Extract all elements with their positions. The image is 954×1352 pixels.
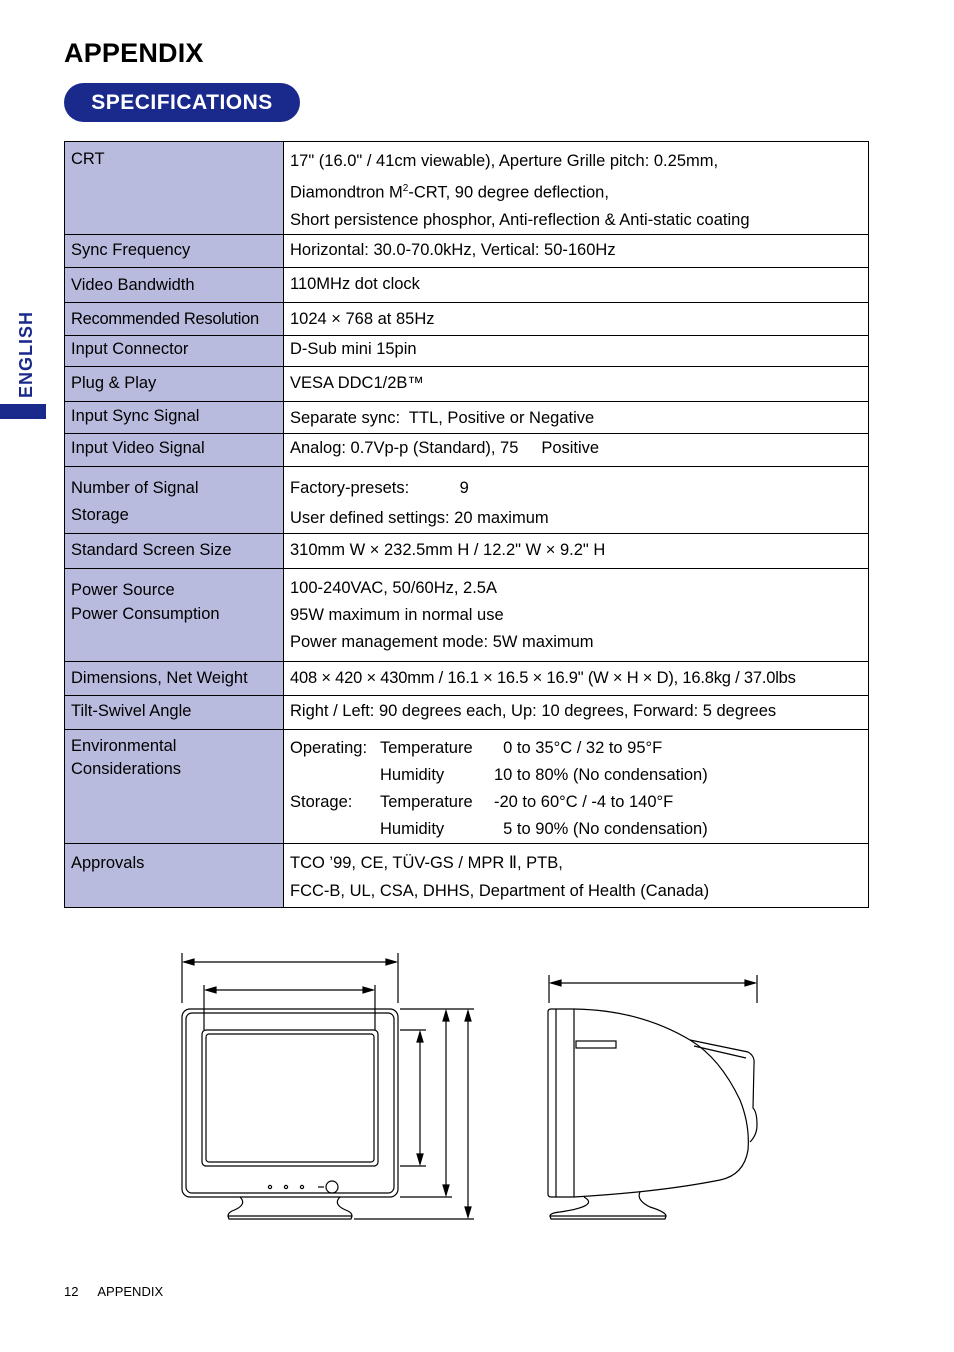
page-number: 12 [64, 1284, 79, 1299]
spec-label: Sync Frequency [65, 234, 284, 267]
spec-value: 408 × 420 × 430mm / 16.1 × 16.5 × 16.9" (W × H × D), 16.8kg / 37.0lbs [284, 661, 869, 695]
spec-label: Approvals [65, 843, 284, 907]
spec-label: Recommended Resolution [65, 302, 284, 335]
spec-label: Standard Screen Size [65, 533, 284, 568]
spec-value: Right / Left: 90 degrees each, Up: 10 degrees, Forward: 5 degrees [284, 695, 869, 729]
spec-value: 110MHz dot clock [284, 267, 869, 302]
front-view-drawing [182, 953, 474, 1219]
spec-label: Video Bandwidth [65, 267, 284, 302]
language-tab-label: ENGLISH [16, 310, 36, 398]
spec-value: Factory-presets: 9 User defined settings: 20 maximum [284, 466, 869, 533]
spec-value: Separate sync: TTL, Positive or Negative [284, 401, 869, 433]
spec-label: Input Connector [65, 335, 284, 366]
spec-value: TCO ’99, CE, TÜV-GS / MPR Ⅱ, PTB, FCC-B, UL, CSA, DHHS, Department of Health (Canada) [284, 843, 869, 907]
footer-label: APPENDIX [97, 1284, 164, 1299]
spec-label: Input Sync Signal [65, 401, 284, 433]
page-title: APPENDIX [64, 38, 204, 68]
spec-value: 1024 × 768 at 85Hz [284, 302, 869, 335]
page-footer [64, 1284, 179, 1299]
spec-value: Horizontal: 30.0-70.0kHz, Vertical: 50-160Hz [284, 234, 869, 267]
spec-label: Environmental Considerations [65, 729, 284, 843]
spec-value: Analog: 0.7Vp-p (Standard), 75 Positive [284, 433, 869, 466]
spec-label: Plug & Play [65, 366, 284, 401]
spec-label: Number of Signal Storage [65, 466, 284, 533]
spec-label: Power Source Power Consumption [65, 568, 284, 661]
spec-label: Tilt-Swivel Angle [65, 695, 284, 729]
spec-label: Input Video Signal [65, 433, 284, 466]
spec-value: 100-240VAC, 50/60Hz, 2.5A 95W maximum in normal use Power management mode: 5W maximum [284, 568, 869, 661]
spec-value: 310mm W × 232.5mm H / 12.2" W × 9.2" H [284, 533, 869, 568]
spec-value: 17" (16.0" / 41cm viewable), Aperture Grille pitch: 0.25mm, Diamondtron $M^2$-CRT, 90 degree deflection, Short persistence phosphor, Anti-reflection & Anti-static coating [284, 142, 869, 235]
side-view-drawing [548, 975, 757, 1219]
spec-value: D-Sub mini 15pin [284, 335, 869, 366]
spec-value: VESA DDC1/2B™ [284, 366, 869, 401]
spec-label: CRT [65, 142, 284, 235]
spec-label: Dimensions, Net Weight [65, 661, 284, 695]
section-heading: SPECIFICATIONS [64, 83, 300, 122]
environment-grid: Operating: Temperature 0 to 35°C / 32 to 95°F Humidity 10 to 80% (No condensation) Storage: Temperature -20 to 60°C / -4 to 140°F Humidity 5 to 90% (No condensation) [290, 738, 708, 838]
